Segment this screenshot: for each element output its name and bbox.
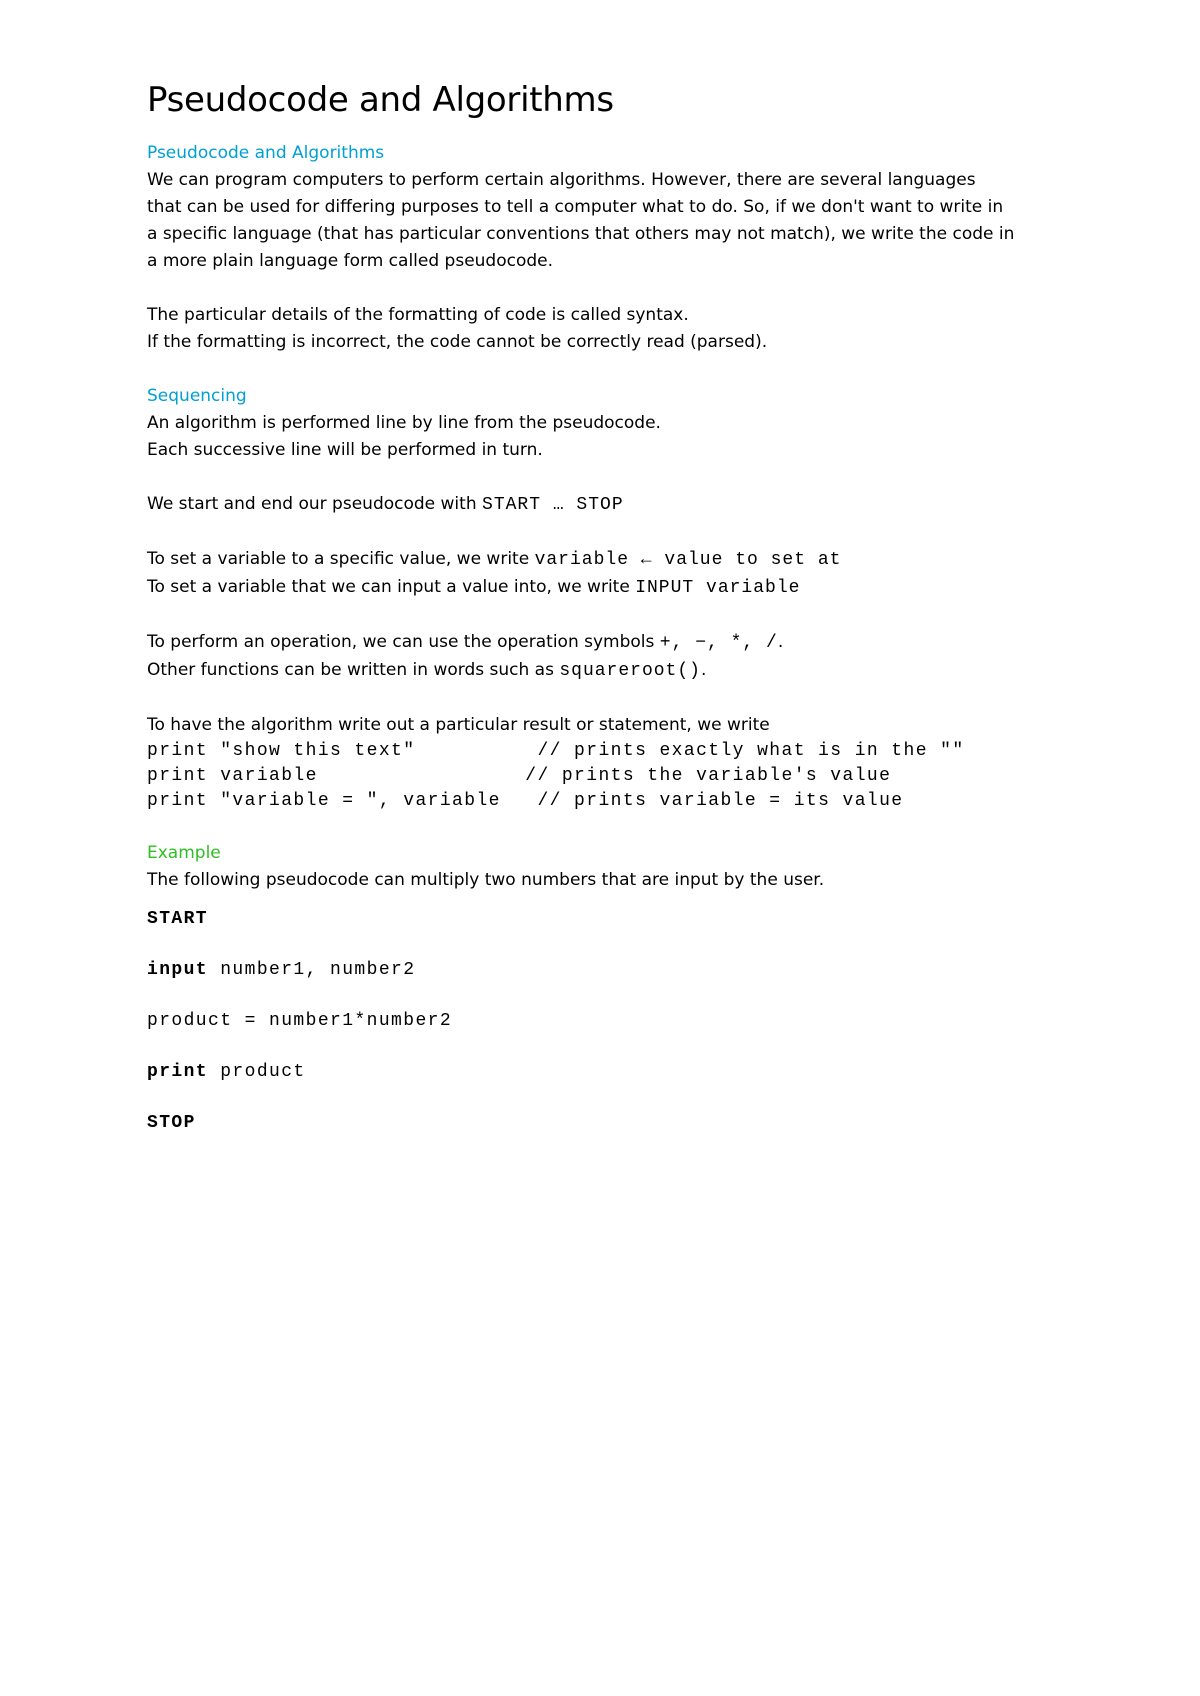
operation-text: To perform an operation, we can use the operation symbols — [147, 632, 660, 652]
print-keyword: print — [147, 1062, 209, 1082]
code-print — [147, 1047, 1077, 1098]
input-keyword: input — [147, 960, 209, 980]
input-variable-code: INPUT variable — [635, 578, 801, 598]
operation-suffix: . — [777, 632, 784, 652]
syntax-line-1: The particular details of the formatting of code is called syntax. — [147, 305, 689, 325]
input-args: number1, number2 — [208, 960, 416, 980]
code-stop — [147, 1098, 1077, 1149]
example-code-block — [147, 894, 1077, 1149]
page-title: Pseudocode and Algorithms — [147, 80, 614, 120]
code-product: product = number1*number2 — [147, 1011, 453, 1031]
operation-symbols: +, −, *, / — [659, 633, 778, 653]
print-example-1: print "show this text" // prints exactly what is in the "" — [147, 741, 965, 761]
code-start — [147, 894, 1077, 945]
sequencing-line-2: Each successive line will be performed in turn. — [147, 440, 543, 460]
functions-line — [147, 657, 1077, 685]
functions-suffix: . — [700, 660, 707, 680]
input-variable-line — [147, 574, 1077, 602]
example-intro: The following pseudocode can multiply two numbers that are input by the user. — [147, 870, 825, 890]
input-variable-text: To set a variable that we can input a value into, we write — [147, 577, 636, 597]
set-variable-text: To set a variable to a specific value, we write — [147, 549, 535, 569]
intro-line-4: a more plain language form called pseudocode. — [147, 251, 554, 271]
start-stop-text: We start and end our pseudocode with — [147, 494, 483, 514]
print-intro: To have the algorithm write out a particular result or statement, we write — [147, 715, 770, 735]
section-heading-pseudocode: Pseudocode and Algorithms — [147, 143, 385, 163]
print-example-3: print "variable = ", variable // prints variable = its value — [147, 791, 904, 811]
section-heading-example: Example — [147, 843, 221, 863]
sequencing-line-1: An algorithm is performed line by line from the pseudocode. — [147, 413, 661, 433]
set-variable-code: variable ← value to set at — [534, 550, 842, 570]
code-input — [147, 945, 1077, 996]
intro-line-2: that can be used for differing purposes to tell a computer what to do. So, if we don't want to write in — [147, 197, 1004, 217]
functions-code: squareroot() — [559, 661, 701, 681]
syntax-line-2: If the formatting is incorrect, the code cannot be correctly read (parsed). — [147, 332, 768, 352]
start-stop-code: START … STOP — [482, 495, 624, 515]
functions-text: Other functions can be written in words such as — [147, 660, 560, 680]
intro-line-1: We can program computers to perform certain algorithms. However, there are several languages — [147, 170, 976, 190]
set-variable-line — [147, 546, 1077, 574]
stop-keyword: STOP — [147, 1113, 196, 1133]
operation-line — [147, 629, 1077, 657]
start-stop-line — [147, 491, 1077, 519]
start-keyword: START — [147, 909, 209, 929]
section-heading-sequencing: Sequencing — [147, 386, 247, 406]
print-example-2: print variable // prints the variable's value — [147, 766, 892, 786]
intro-line-3: a specific language (that has particular conventions that others may not match), we write the code in — [147, 224, 1015, 244]
print-args: product — [208, 1062, 306, 1082]
document-content — [147, 74, 1077, 1149]
